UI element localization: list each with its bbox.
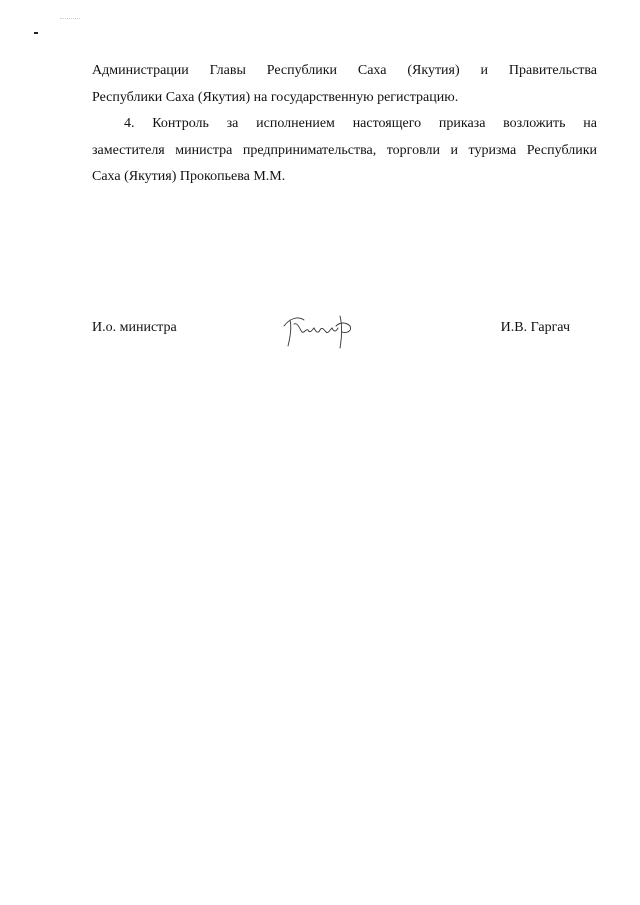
signatory-title: И.о. министра	[92, 320, 177, 335]
paragraph-4-line-3: Саха (Якутия) Прокопьева М.М.	[92, 169, 286, 184]
paragraph-continuation-line-1: Администрации Главы Республики Саха (Якутия) и Правительства	[92, 63, 597, 78]
paragraph-4-line-2: заместителя министра предпринимательства, торговли и туризма Республики	[92, 142, 597, 158]
scan-artifact-mark	[34, 32, 38, 34]
handwritten-signature	[280, 308, 360, 352]
signature-block	[92, 318, 570, 358]
paragraph-4-line-1: 4. Контроль за исполнением настоящего приказа возложить на	[124, 116, 597, 131]
scan-artifact-dots	[60, 18, 80, 21]
signatory-name: И.В. Гаргач	[500, 320, 570, 335]
paragraph-continuation-line-2: Республики Саха (Якутия) на государственную регистрацию.	[92, 89, 459, 105]
document-body	[92, 58, 597, 191]
